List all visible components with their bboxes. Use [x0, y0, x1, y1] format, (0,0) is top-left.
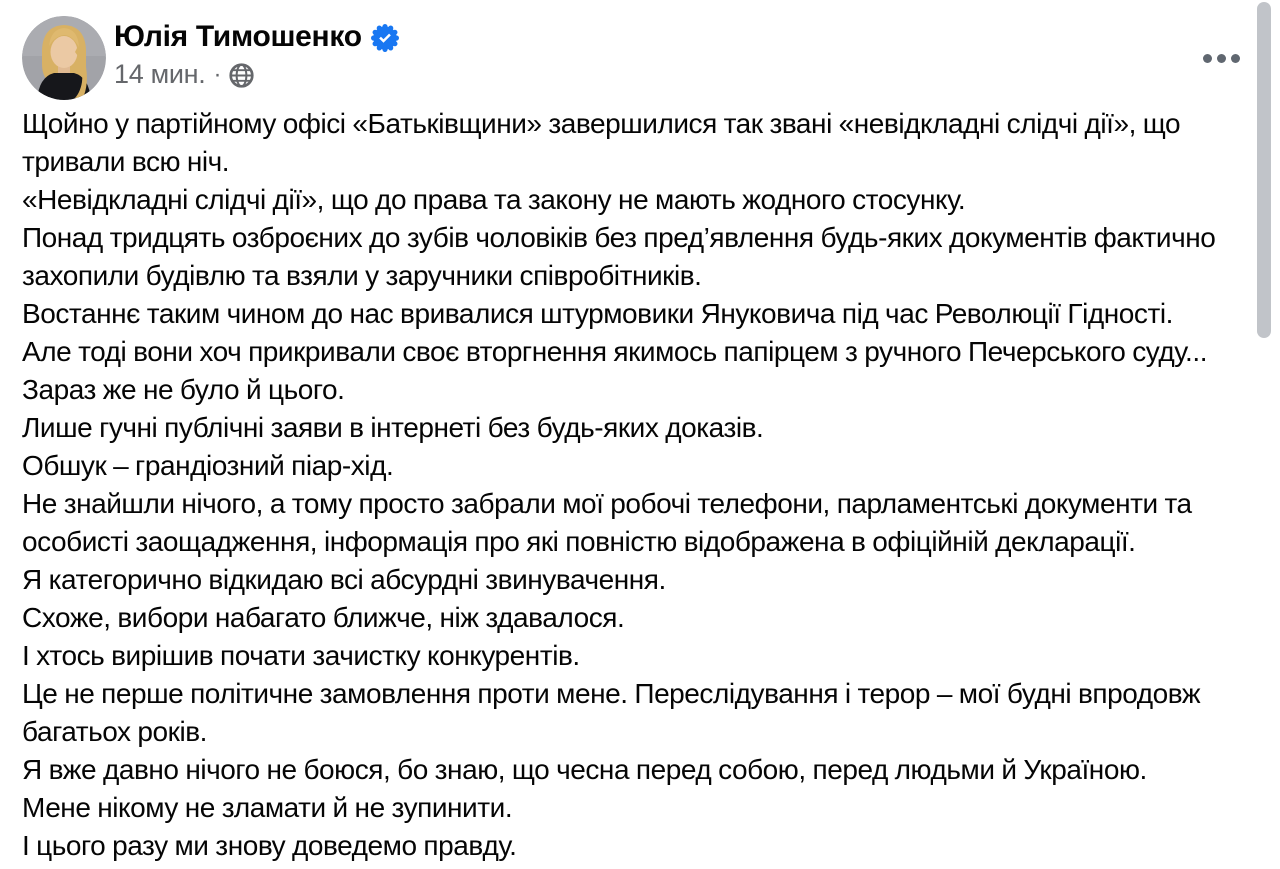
timestamp[interactable]: 14 мин. [114, 59, 206, 89]
post-paragraph: Я категорично відкидаю всі абсурдні звинувачення. [22, 564, 666, 595]
post-paragraph: Але тоді вони хоч прикривали своє вторгнення якимось папірцем з ручного Печерського суду... [22, 336, 1208, 367]
post-paragraph: Схоже, вибори набагато ближче, ніж здавалося. [22, 602, 625, 633]
three-dots-icon [1203, 54, 1212, 63]
post-paragraph: Мене нікому не зламати й не зупинити. [22, 792, 513, 823]
scrollbar-thumb[interactable] [1257, 2, 1271, 338]
more-options-button[interactable] [1198, 40, 1244, 76]
three-dots-icon [1217, 54, 1226, 63]
post-paragraph: Лише гучні публічні заяви в інтернеті без будь-яких доказів. [22, 412, 764, 443]
post-paragraph: Зараз же не було й цього. [22, 374, 345, 405]
post-paragraph: Щойно у партійному офісі «Батьківщини» завершилися так звані «невідкладні слідчі дії», що тривали всю ніч. [22, 108, 1181, 177]
post-paragraph: І цього разу ми знову доведемо правду. [22, 830, 517, 861]
post-paragraph: Обшук – грандіозний піар-хід. [22, 450, 394, 481]
post-header [0, 0, 1280, 104]
post-paragraph: Не знайшли нічого, а тому просто забрали мої робочі телефони, парламентські документи та особисті заощадження, інформація про які повністю відображена в офіційній декларації. [22, 488, 1192, 557]
post-paragraph: Це не перше політичне замовлення проти мене. Переслідування і терор – мої будні впродовж багатьох років. [22, 678, 1201, 747]
post-paragraph: Понад тридцять озброєних до зубів чоловіків без пред’явлення будь-яких документів фактично захопили будівлю та взяли у заручники співробітників. [22, 222, 1216, 291]
profile-photo-icon [22, 16, 106, 100]
post-meta [114, 59, 254, 90]
globe-icon [229, 63, 254, 88]
verified-badge-icon [371, 24, 399, 52]
author-row [114, 20, 399, 54]
meta-separator: · [213, 61, 222, 88]
post-paragraph: І хтось вирішив почати зачистку конкурентів. [22, 640, 580, 671]
post-paragraph: Востаннє таким чином до нас вривалися штурмовики Януковича під час Революції Гідності. [22, 298, 1173, 329]
post-paragraph: Я вже давно нічого не боюся, бо знаю, що чесна перед собою, перед людьми й Україною. [22, 754, 1147, 785]
avatar[interactable] [22, 16, 106, 100]
post-paragraph: «Невідкладні слідчі дії», що до права та закону не мають жодного стосунку. [22, 184, 966, 215]
post-text [22, 105, 1255, 865]
author-name[interactable]: Юлія Тимошенко [114, 20, 362, 53]
three-dots-icon [1231, 54, 1240, 63]
